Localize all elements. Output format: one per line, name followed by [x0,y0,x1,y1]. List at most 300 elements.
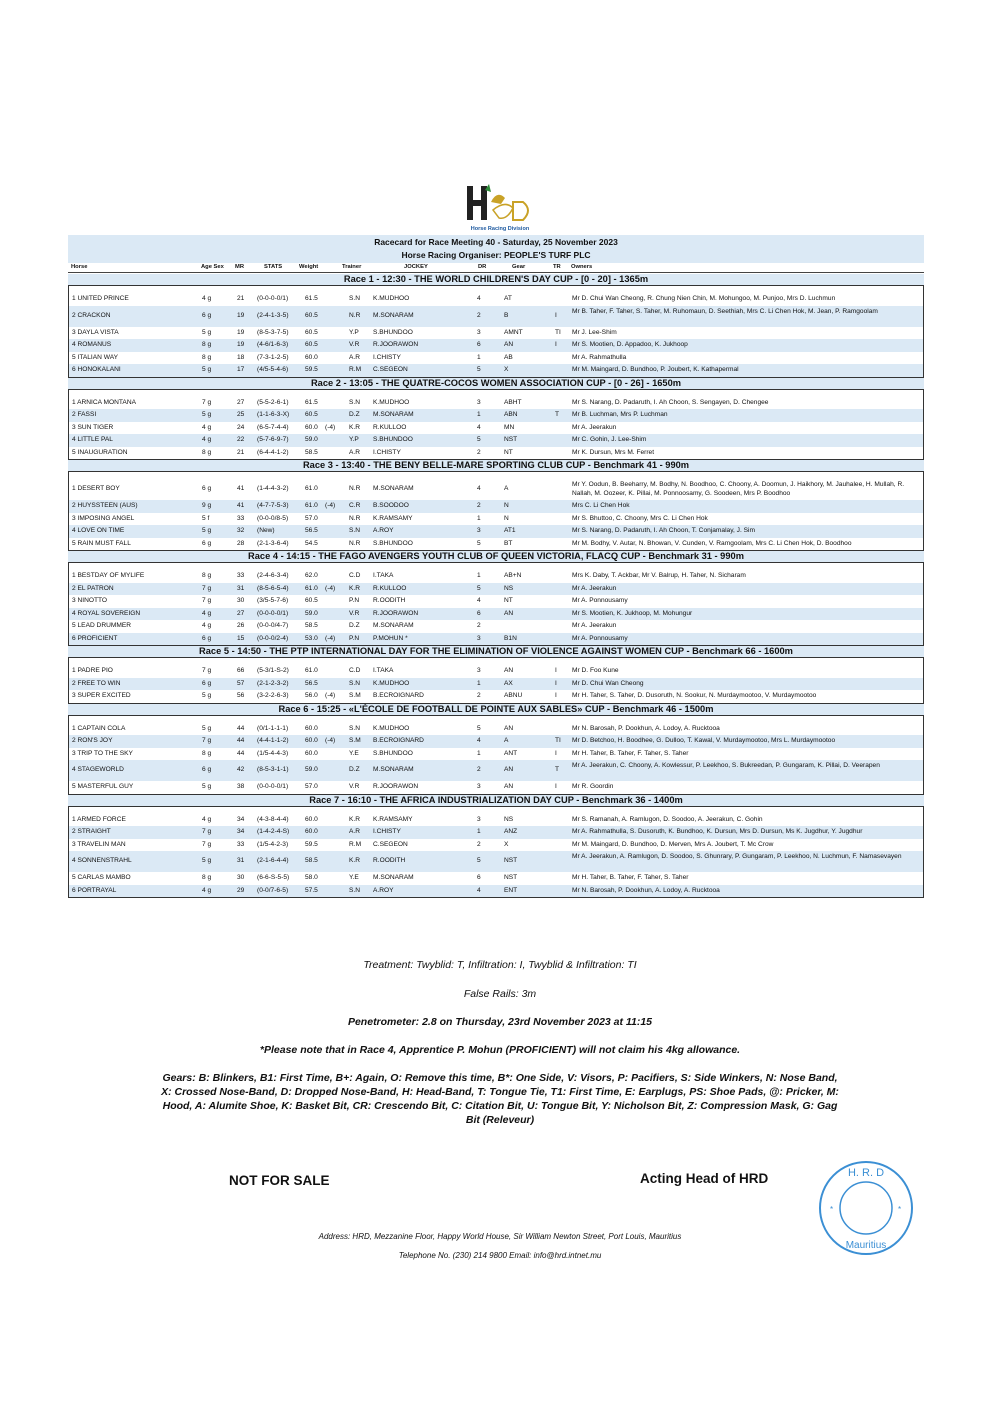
col-owners: Owners [571,264,593,270]
runner-trainer: N.R [349,539,361,547]
runner-horse: 5 CARLAS MAMBO [72,874,131,881]
runner-dr: 5 [477,436,481,443]
hrd-stamp [816,1158,916,1258]
col-dr: DR [478,264,487,270]
runner-gear: NST [504,436,518,443]
runner-stats: (2-4-6-3-4) [257,572,289,579]
runner-owners: Mr M. Maingard, D. Bundhoo, D. Merven, Mrs A. Joubert, T. Mc Crow [572,840,774,848]
runner-horse: 6 PORTRAYAL [72,886,117,894]
runner-weight: 61.0 [305,584,318,592]
runner-allowance: (-4) [325,634,336,642]
runner-jockey: B.ECROIGNARD [373,692,424,699]
runner-jockey: K.MUDHOO [373,295,410,302]
runner-trainer: S.N [349,295,360,302]
runner-stats: (5-5-2-6-1) [257,398,289,406]
runner-dr: 6 [477,341,481,348]
runner-stats: (0-0-0-0/1) [257,783,289,790]
runner-trainer: A.R [349,448,360,456]
runner-stats: (New) [257,527,275,534]
runner-weight: 59.0 [305,609,318,617]
runner-age: 7 g [202,597,212,604]
runner-jockey: R.JOORAWON [373,783,419,790]
runner-age: 5 g [202,857,212,864]
runner-gear: ABNU [504,692,523,699]
runner-age: 6 g [202,539,212,547]
logo-subtitle: Horse Racing Division [470,226,530,232]
racecard-title: Racecard for Race Meeting 40 - Saturday, 25 November 2023 [374,237,618,247]
runner-dr: 1 [477,749,481,757]
runner-stats: (6-5-7-4-4) [257,423,289,431]
runner-allowance: (-4) [325,737,336,744]
runner-weight: 58.5 [305,857,318,864]
runner-age: 7 g [202,840,212,848]
runner-dr: 3 [477,783,481,790]
runner-horse: 1 UNITED PRINCE [72,295,129,302]
runner-tr: TI [555,328,561,336]
runner-stats: (0-0-0/8-5) [257,514,289,522]
runner-mr: 19 [237,341,245,348]
runner-trainer: C.R [349,502,361,509]
runner-weight: 61.5 [305,295,318,302]
runner-stats: (3/5-5-7-6) [257,597,289,604]
runner-mr: 30 [237,874,245,881]
svg-text:*: * [898,1205,902,1214]
runner-trainer: K.R [349,815,360,823]
runner-owners: Mr S. Bhuttoo, C. Choony, Mrs C. Li Chen Hok [572,514,708,522]
runner-dr: 1 [477,353,481,361]
runner-gear: N [504,502,509,509]
runner-gear: BT [504,539,513,547]
runner-mr: 31 [237,584,245,592]
runner-age: 7 g [202,584,212,592]
runner-stats: (2-4-1-3-5) [257,311,289,319]
runner-trainer: S.N [349,724,360,732]
runner-age: 5 g [202,328,212,336]
runner-gear: A [504,485,509,492]
not-for-sale: NOT FOR SALE [229,1173,330,1188]
address: Address: HRD, Mezzanine Floor, Happy World House, Sir William Newton Street, Port Louis, Mauritius [318,1232,682,1241]
runner-stats: (4-6/1-6-3) [257,341,289,348]
runner-stats: (1-4-2-4-S) [257,828,290,835]
runner-age: 4 g [202,609,212,617]
runner-weight: 60.0 [305,815,318,823]
runner-gear: NT [504,448,513,456]
runner-age: 5 g [202,783,212,790]
runner-owners: Mr A. Ponnousamy [572,634,628,642]
runner-jockey: A.ROY [373,886,394,894]
runner-owners: Mr Y. Oodun, B. Beeharry, M. Bodhy, N. Boodhoo, C. Choony, A. Doomun, J. Haikhory, M. Jauhalee, H. Mullah, R. Nallah, M. Oozeer, K. Pillai, M. Ponnoosamy, G. Soodeen, Mrs P. Boodhoo [572,481,905,497]
runner-stats: (1-1-6-3-X) [257,411,290,418]
runner-horse: 4 STAGEWORLD [72,766,124,773]
runner-dr: 3 [477,667,481,674]
runner-horse: 3 DAYLA VISTA [72,328,119,336]
runner-jockey: K.RAMSAMY [373,514,413,522]
runner-gear: AB+N [504,572,522,579]
runner-trainer: A.R [349,353,360,361]
runner-dr: 2 [477,840,481,848]
runner-age: 7 g [202,737,212,744]
runner-jockey: S.BHUNDOO [373,749,413,757]
runner-weight: 61.0 [305,667,318,674]
runner-weight: 59.5 [305,366,318,373]
runner-gear: ENT [504,886,518,894]
runner-trainer: V.R [349,609,360,617]
runner-mr: 19 [237,311,245,319]
runner-dr: 4 [477,485,481,492]
runner-age: 8 g [202,572,212,579]
runner-age: 5 g [202,692,212,699]
runner-mr: 28 [237,539,245,547]
runner-stats: (0-0-0/2-4) [257,634,289,642]
runner-trainer: V.R [349,783,360,790]
runner-weight: 57.5 [305,886,318,894]
runner-dr: 6 [477,874,481,881]
col-tr: TR [553,264,561,270]
runner-tr: I [555,679,557,687]
race-box [68,389,924,461]
runner-dr: 2 [477,766,481,773]
runner-horse: 3 SUPER EXCITED [72,692,131,699]
runner-age: 8 g [202,353,212,361]
runner-horse: 2 EL PATRON [72,584,114,592]
runner-dr: 1 [477,679,481,687]
runner-weight: 60.0 [305,724,318,732]
runner-owners: Mr J. Lee-Shim [572,328,617,336]
runner-age: 9 g [202,502,212,509]
runner-gear: B [504,311,509,319]
runner-gear: NS [504,584,514,592]
runner-dr: 3 [477,815,481,823]
runner-weight: 60.5 [305,328,318,336]
runner-mr: 15 [237,634,245,642]
runner-stats: (1/5-4-2-3) [257,840,289,848]
runner-dr: 2 [477,502,481,509]
runner-stats: (5-7-6-9-7) [257,436,289,443]
runner-owners: Mr D. Chui Wan Cheong [572,679,644,687]
runner-gear: AN [504,609,514,617]
race-title: Race 7 - 16:10 - THE AFRICA INDUSTRIALIZATION DAY CUP - Benchmark 36 - 1400m [68,795,924,806]
runner-dr: 3 [477,634,481,642]
runner-stats: (4-7-7-5-3) [257,502,289,509]
runner-stats: (0-0-0/4-7) [257,622,289,629]
runner-jockey: R.KULLOO [373,584,407,592]
runner-allowance: (-4) [325,584,336,592]
runner-stats: (8-5-3-1-1) [257,766,289,773]
race-title: Race 3 - 13:40 - THE BENY BELLE-MARE SPORTING CLUB CUP - Benchmark 41 - 990m [68,460,924,471]
runner-tr: I [555,311,557,319]
runner-horse: 2 FREE TO WIN [72,679,121,687]
runner-horse: 1 ARNICA MONTANA [72,398,136,406]
runner-stats: (0-0/7-6-5) [257,886,289,894]
runner-jockey: S.BHUNDOO [373,539,413,547]
runner-gear: AB [504,353,513,361]
runner-weight: 53.0 [305,634,318,642]
runner-trainer: S.N [349,398,360,406]
runner-gear: NT [504,597,513,604]
runner-trainer: K.R [349,584,360,592]
runner-trainer: P.N [349,597,360,604]
telephone: Telephone No. (230) 214 9800 Email: info@hrd.intnet.mu [398,1251,602,1260]
runner-owners: Mr S. Narang, D. Padaruth, I. Ah Choon, T. Conjamalay, J. Sim [572,527,755,534]
runner-mr: 30 [237,597,245,604]
runner-mr: 18 [237,353,245,361]
runner-age: 8 g [202,448,212,456]
runner-owners: Mr M. Bodhy, V. Autar, N. Bhowan, V. Cunden, V. Ramgoolam, Mrs C. Li Chen Hok, D. Boodhoo [572,539,852,547]
runner-age: 6 g [202,679,212,687]
runner-age: 4 g [202,886,212,894]
runner-stats: (8-5-3-7-5) [257,328,289,336]
runner-horse: 6 HONOKALANI [72,366,121,373]
runner-owners: Mr H. Taher, B. Taher, F. Taher, S. Taher [572,874,689,881]
runner-trainer: K.R [349,857,360,864]
runner-owners: Mr A. Jeerakun [572,584,617,592]
runner-trainer: K.R [349,423,360,431]
runner-stats: (1/5-4-4-3) [257,749,289,757]
runner-trainer: A.R [349,828,360,835]
runner-jockey: C.SEGEON [373,366,408,373]
runner-mr: 26 [237,622,245,629]
runner-owners: Mr H. Taher, B. Taher, F. Taher, S. Taher [572,749,689,757]
runner-weight: 60.0 [305,749,318,757]
runner-stats: (1-4-4-3-2) [257,485,289,492]
runner-weight: 56.5 [305,527,318,534]
runner-dr: 4 [477,886,481,894]
runner-allowance: (-4) [325,692,336,699]
gears-legend: Gears: B: Blinkers, B1: First Time, B+: Again, O: Remove this time, B*: One Side, V: Visors, P: Pacifiers, S: Side Winkers, N: Nose Band, X: Crossed Nose-Band, D: Dropped Nose-Band, H: Head-Band, T: Tongue Tie, T1: First Time, E: Earplugs, PS: Shoe Pads, @: Pricker, M: Hood, A: Alumite Shoe, K: Basket Bit, CR: Crescendo Bit, C: Citation Bit, U: Tongue Bit, Y: Nicholson Bit, Z: Compression Mask, G: Gag Bit (Releveur) [161,1072,839,1126]
runner-dr: 2 [477,692,481,699]
runner-trainer: V.R [349,341,360,348]
runner-jockey: R.JOORAWON [373,341,419,348]
runner-jockey: I.CHISTY [373,448,401,456]
runner-mr: 29 [237,886,245,894]
runner-jockey: R.OODITH [373,857,406,864]
runner-weight: 59.5 [305,840,318,848]
runner-dr: 4 [477,597,481,604]
runner-horse: 5 RAIN MUST FALL [72,539,131,547]
col-stats: STATS [264,264,283,270]
racecard-title-block [68,235,924,263]
runner-stats: (0-0-0-0/1) [257,295,289,302]
runner-stats: (2-1-2-3-2) [257,679,289,687]
runner-owners: Mr S. Ramanah, A. Ramlugon, D. Soodoo, A. Jeerakun, C. Gohin [572,815,763,823]
runner-gear: ANT [504,749,518,757]
runner-mr: 33 [237,514,245,522]
runner-mr: 44 [237,749,245,757]
runner-jockey: M.SONARAM [373,411,414,418]
runner-trainer: C.D [349,667,361,674]
runner-mr: 41 [237,502,245,509]
runner-stats: (4-4-1-1-2) [257,737,289,744]
runner-owners: Mr M. Maingard, D. Bundhoo, P. Joubert, K. Kathapermal [572,366,739,373]
runner-trainer: D.Z [349,622,360,629]
runner-gear: X [504,840,509,848]
runner-gear: AN [504,667,514,674]
runner-gear: AN [504,341,514,348]
runner-mr: 34 [237,828,245,835]
runner-mr: 42 [237,766,245,773]
runner-mr: 22 [237,436,245,443]
runner-stats: (8-5-6-5-4) [257,584,289,592]
runner-dr: 1 [477,514,481,522]
runner-mr: 44 [237,737,245,744]
runner-dr: 3 [477,527,481,534]
runner-trainer: S.N [349,886,360,894]
runner-age: 5 g [202,411,212,418]
race-title: Race 5 - 14:50 - THE PTP INTERNATIONAL DAY FOR THE ELIMINATION OF VIOLENCE AGAINST WOMEN CUP - Benchmark 66 - 1600m [68,646,924,657]
col-trainer: Trainer [342,264,362,270]
runner-age: 5 g [202,366,212,373]
allowance-note: *Please note that in Race 4, Apprentice P. Mohun (PROFICIENT) will not claim his 4kg allowance. [259,1044,741,1056]
runner-trainer: S.M [349,737,361,744]
runner-dr: 5 [477,366,481,373]
col-horse: Horse [71,264,88,270]
race-box [68,471,924,551]
runner-dr: 4 [477,737,481,744]
runner-weight: 56.5 [305,679,318,687]
runner-age: 8 g [202,749,212,757]
runner-gear: AN [504,766,514,773]
runner-jockey: I.TAKA [373,572,394,579]
runner-tr: I [555,341,557,348]
runner-trainer: D.Z [349,766,360,773]
runner-weight: 60.5 [305,341,318,348]
runner-trainer: C.D [349,572,361,579]
runner-jockey: I.CHISTY [373,353,401,361]
race-box [68,285,924,378]
runner-jockey: R.JOORAWON [373,609,419,617]
runner-jockey: K.MUDHOO [373,679,410,687]
runner-stats: (6-6-S-5-5) [257,874,290,881]
runner-dr: 4 [477,423,481,431]
runner-age: 5 f [202,514,210,522]
runner-weight: 58.0 [305,874,318,881]
runner-horse: 4 ROMANUS [72,341,112,348]
runner-horse: 5 LEAD DRUMMER [72,622,131,629]
runner-trainer: S.N [349,527,360,534]
runner-jockey: I.TAKA [373,667,394,674]
race-title: Race 4 - 14:15 - THE FAGO AVENGERS YOUTH CLUB OF QUEEN VICTORIA, FLACQ CUP - Benchmark 31 - 990m [68,551,924,562]
runner-owners: Mr S. Mootien, K. Jukhoop, M. Mohungur [572,609,693,617]
runner-horse: 3 TRAVELIN MAN [72,840,126,848]
col-gear: Gear [512,264,526,270]
runner-owners: Mr B. Luchman, Mrs P. Luchman [572,411,668,418]
runner-weight: 61.0 [305,485,318,492]
runner-age: 4 g [202,815,212,823]
svg-text:Mauritius: Mauritius [845,1240,887,1251]
runner-owners: Mr H. Taher, S. Taher, D. Dusoruth, N. Sookur, N. Murdaymootoo, V. Murdaymootoo [572,692,817,699]
runner-age: 5 g [202,724,212,732]
runner-allowance: (-4) [325,423,336,431]
runner-age: 6 g [202,311,212,319]
runner-mr: 33 [237,572,245,579]
runner-age: 8 g [202,341,212,348]
runner-dr: 1 [477,828,481,835]
svg-text:H. R. D: H. R. D [847,1167,885,1179]
runner-gear: AT [504,295,512,302]
hrd-logo [455,180,545,232]
runner-weight: 60.0 [305,423,318,431]
runner-horse: 6 PROFICIENT [72,634,118,642]
runner-owners: Mr A. Ponnousamy [572,597,628,604]
runner-stats: (0/1-1-1-1) [257,724,289,732]
runner-stats: (7-3-1-2-5) [257,353,289,361]
runner-horse: 4 ROYAL SOVEREIGN [72,609,141,617]
race-title: Race 6 - 15:25 - «L'ÉCOLE DE FOOTBALL DE POINTE AUX SABLES» CUP - Benchmark 46 - 1500m [68,704,924,715]
runner-jockey: M.SONARAM [373,766,414,773]
false-rails-note: False Rails: 3m [463,988,537,1000]
runner-jockey: M.SONARAM [373,311,414,319]
runner-gear: AN [504,783,514,790]
runner-horse: 5 INAUGURATION [72,448,128,456]
race-box [68,806,924,899]
runner-dr: 3 [477,328,481,336]
runner-dr: 1 [477,411,481,418]
runner-mr: 32 [237,527,245,534]
runner-trainer: Y.E [349,749,359,757]
runner-gear: ABN [504,411,518,418]
runner-weight: 56.0 [305,692,318,699]
runner-horse: 1 DESERT BOY [72,485,120,492]
col-mr: MR [235,264,245,270]
runner-dr: 1 [477,572,481,579]
runner-gear: ANZ [504,828,518,835]
runner-weight: 60.5 [305,411,318,418]
runner-jockey: B.ECROIGNARD [373,737,424,744]
runner-horse: 2 RON'S JOY [72,737,113,744]
runner-owners: Mrs K. Daby, T. Ackbar, Mr V. Balrup, H. Taher, N. Sicharam [572,572,746,579]
runner-age: 4 g [202,295,212,302]
runner-owners: Mr R. Goordin [572,783,614,790]
runner-mr: 31 [237,857,245,864]
runner-horse: 3 SUN TIGER [72,423,114,431]
runner-age: 5 g [202,527,212,534]
runner-owners: Mr A. Jeerakun [572,423,617,431]
runner-horse: 4 SONNENSTRAHL [72,857,132,864]
runner-tr: I [555,692,557,699]
runner-dr: 5 [477,539,481,547]
runner-stats: (2-1-6-4-4) [257,857,289,864]
runner-trainer: R.M [349,840,362,848]
runner-jockey: C.SEGEON [373,840,408,848]
runner-weight: 58.5 [305,448,318,456]
runner-horse: 4 LOVE ON TIME [72,527,125,534]
runner-dr: 5 [477,857,481,864]
runner-weight: 59.0 [305,436,318,443]
runner-dr: 2 [477,622,481,629]
runner-weight: 61.5 [305,398,318,406]
runner-age: 6 g [202,766,212,773]
runner-stats: (2-1-3-6-4) [257,539,289,547]
runner-horse: 2 FASSI [72,411,97,418]
runner-trainer: N.R [349,485,361,492]
runner-dr: 3 [477,398,481,406]
runner-trainer: Y.P [349,436,359,443]
runner-gear: MN [504,423,515,431]
treatment-note: Treatment: Twyblid: T, Infiltration: I, Twyblid & Infiltration: TI [363,959,637,971]
runner-dr: 2 [477,311,481,319]
runner-trainer: Y.P [349,328,359,336]
runner-owners: Mrs C. Li Chen Hok [572,502,630,509]
runner-jockey: A.ROY [373,527,394,534]
column-header [68,263,924,273]
runner-jockey: B.SOODOO [373,502,409,509]
runner-mr: 41 [237,485,245,492]
runner-owners: Mr A. Jeerakun [572,622,617,629]
runner-jockey: K.MUDHOO [373,398,410,406]
runner-owners: Mr B. Taher, F. Taher, S. Taher, M. Ruhomaun, D. Seethiah, Mrs C. Li Chen Hok, M. Jean, P. Ramgoolam [572,307,878,315]
runner-stats: (4-3-8-4-4) [257,815,289,823]
runner-gear: B1N [504,634,517,642]
